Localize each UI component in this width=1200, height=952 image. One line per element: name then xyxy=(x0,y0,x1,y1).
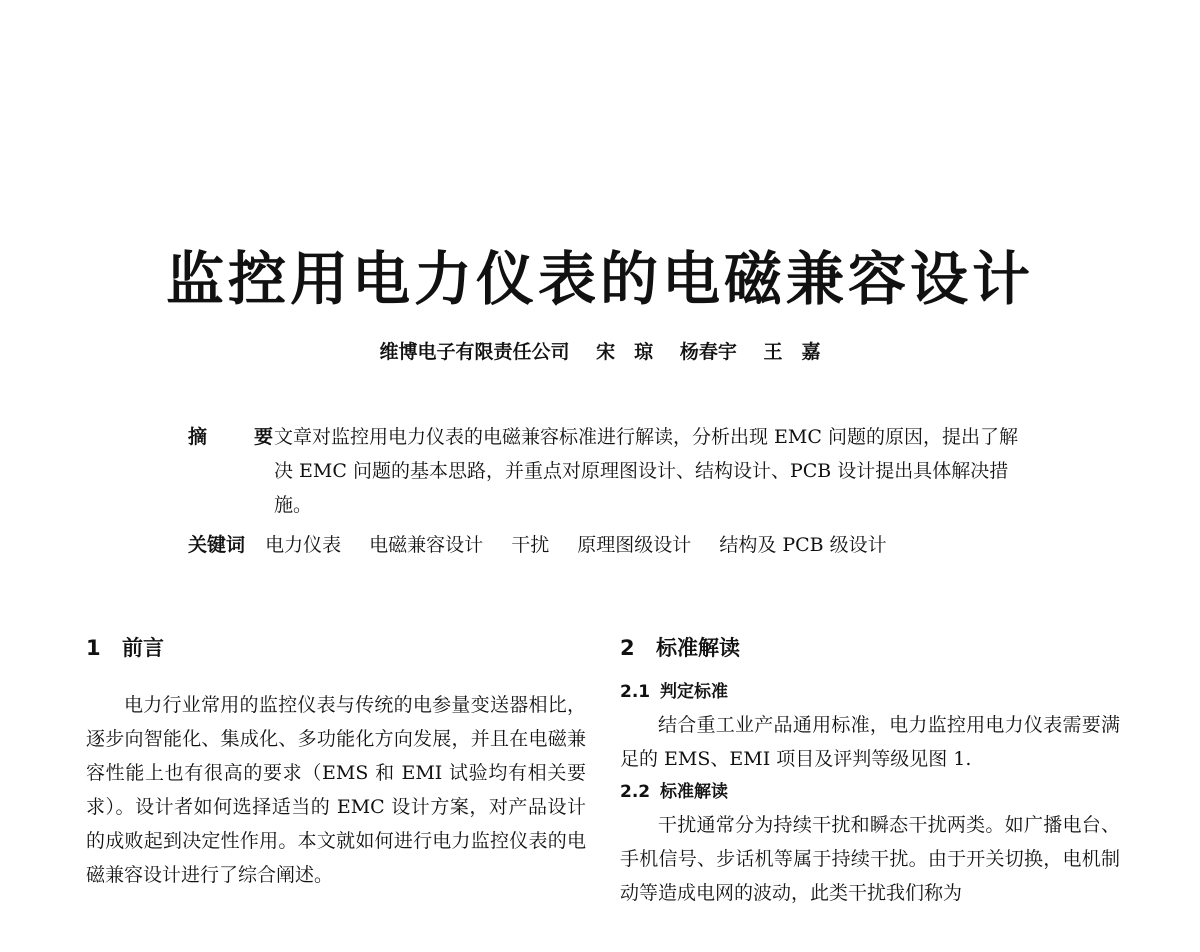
subsection-heading-2-1 xyxy=(620,676,1120,708)
abstract xyxy=(188,420,1028,522)
author-1: 宋 琼 xyxy=(596,341,654,363)
section-number: 2 xyxy=(620,636,635,660)
keyword: 电力仪表 xyxy=(265,534,342,556)
article-title: 监控用电力仪表的电磁兼容设计 xyxy=(165,245,1034,313)
interference-paragraph: 干扰通常分为持续干扰和瞬态干扰两类。如广播电台、手机信号、步话机等属于持续干扰。由于开关切换，电机制动等造成电网的波动，此类干扰我们称为 xyxy=(620,814,1120,904)
author-3: 王 嘉 xyxy=(763,341,821,363)
subsection-title: 判定标准 xyxy=(660,682,728,702)
left-column xyxy=(86,630,586,892)
section-heading-2 xyxy=(620,630,1120,676)
standard-paragraph: 结合重工业产品通用标准，电力监控用电力仪表需要满足的 EMS、EMI 项目及评判等级见图 1. xyxy=(620,714,1120,770)
section-title: 前言 xyxy=(122,636,164,660)
abstract-text: 文章对监控用电力仪表的电磁兼容标准进行解读，分析出现 EMC 问题的原因，提出了解决 EMC 问题的基本思路，并重点对原理图设计、结构设计、PCB 设计提出具体解决措施。 xyxy=(274,426,1018,516)
section-heading-1 xyxy=(86,630,586,676)
abstract-label: 摘 要 xyxy=(188,426,288,448)
keyword: 结构及 PCB 级设计 xyxy=(719,534,887,556)
section-number: 1 xyxy=(86,636,101,660)
author-2: 杨春宇 xyxy=(679,341,737,363)
subsection-heading-2-2 xyxy=(620,776,1120,808)
subsection-title: 标准解读 xyxy=(660,782,728,802)
keyword: 原理图级设计 xyxy=(577,534,692,556)
subsection-number: 2.2 xyxy=(620,782,651,802)
author-line xyxy=(0,338,1200,366)
keywords-label: 关键词 xyxy=(188,534,246,556)
intro-paragraph: 电力行业常用的监控仪表与传统的电参量变送器相比，逐步向智能化、集成化、多功能化方向发展，并且在电磁兼容性能上也有很高的要求（EMS 和 EMI 试验均有相关要求）。设计者如何选择适当的 EMC 设计方案，对产品设计的成败起到决定性作用。本文就如何进行电力监控仪表的电磁兼容设计进行了综合阐述。 xyxy=(86,694,586,886)
subsection-number: 2.1 xyxy=(620,682,651,702)
keyword: 干扰 xyxy=(511,534,550,556)
keyword: 电磁兼容设计 xyxy=(369,534,484,556)
right-column xyxy=(620,630,1120,910)
section-title: 标准解读 xyxy=(656,636,740,660)
affiliation: 维博电子有限责任公司 xyxy=(379,341,570,363)
keywords xyxy=(188,528,1088,562)
